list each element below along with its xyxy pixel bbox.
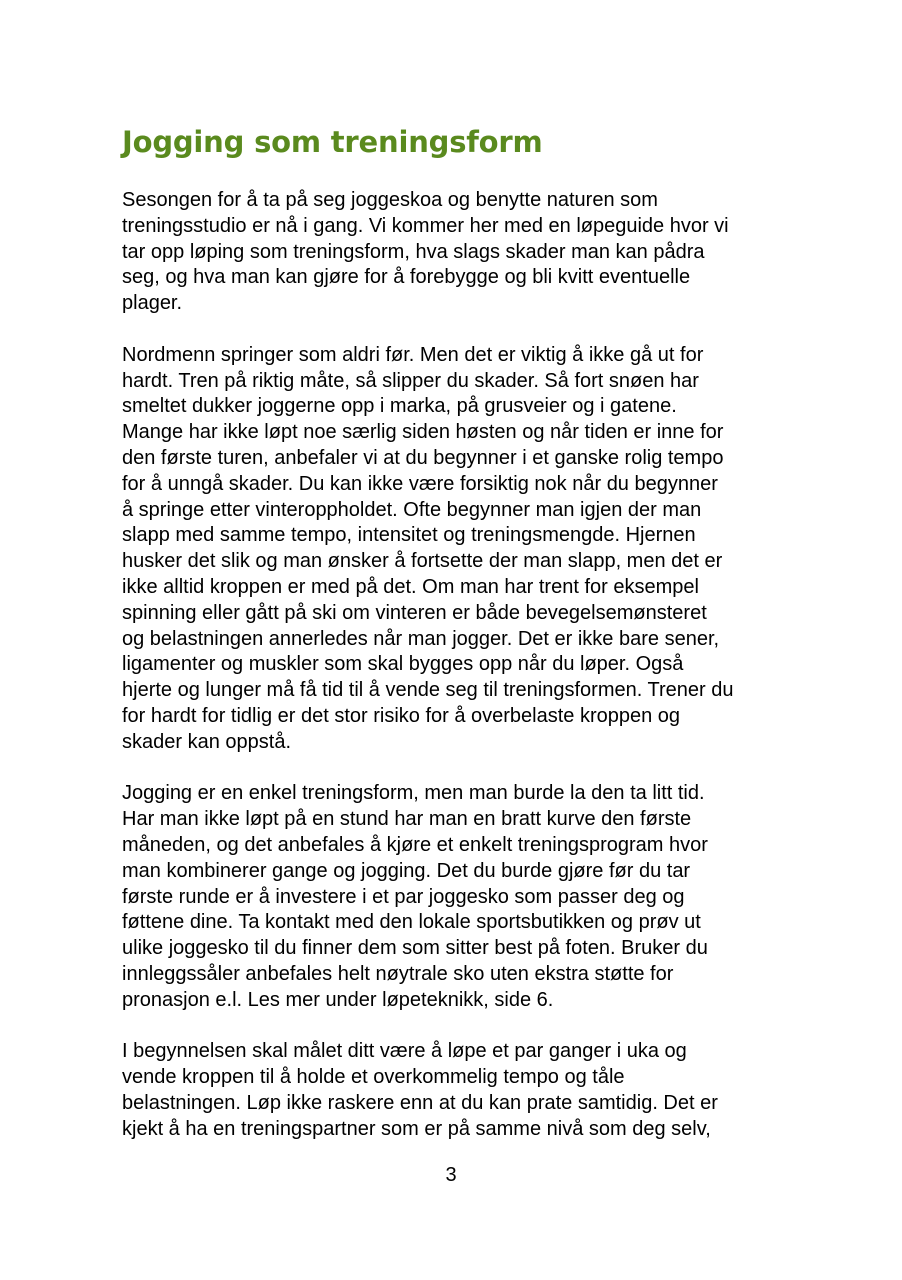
text-line: smeltet dukker joggerne opp i marka, på grusveier og i gatene. (122, 395, 677, 418)
text-line: ulike joggesko til du finner dem som sitter best på foten. Bruker du (122, 937, 708, 960)
text-line: første runde er å investere i et par joggesko som passer deg og (122, 885, 685, 908)
text-line: husker det slik og man ønsker å fortsette der man slapp, men det er (122, 550, 723, 573)
text-line: for å unngå skader. Du kan ikke være forsiktig nok når du begynner (122, 472, 718, 495)
text-line: Jogging er en enkel treningsform, men man burde la den ta litt tid. (122, 782, 705, 805)
text-line: føttene dine. Ta kontakt med den lokale sportsbutikken og prøv ut (122, 911, 701, 934)
text-line: innleggssåler anbefales helt nøytrale sko uten ekstra støtte for (122, 962, 674, 985)
paragraph-1 (122, 188, 787, 317)
text-line: og belastningen annerledes når man jogger. Det er ikke bare sener, (122, 627, 720, 650)
text-line: måneden, og det anbefales å kjøre et enkelt treningsprogram hvor (122, 833, 708, 856)
text-line: ikke alltid kroppen er med på det. Om man har trent for eksempel (122, 575, 699, 598)
text-line: Har man ikke løpt på en stund har man en bratt kurve den første (122, 808, 692, 831)
text-line: for hardt for tidlig er det stor risiko for å overbelaste kroppen og (122, 704, 681, 727)
text-line: plager. (122, 292, 183, 315)
text-line: treningsstudio er nå i gang. Vi kommer her med en løpeguide hvor vi (122, 214, 729, 237)
paragraph-3 (122, 781, 787, 1013)
page-title: Jogging som treningsform (122, 125, 543, 159)
text-line: ligamenter og muskler som skal bygges opp når du løper. Også (122, 653, 684, 676)
page-number: 3 (445, 1164, 457, 1186)
text-line: man kombinerer gange og jogging. Det du burde gjøre før du tar (122, 859, 691, 882)
text-line: Mange har ikke løpt noe særlig siden høsten og når tiden er inne for (122, 421, 724, 444)
text-line: seg, og hva man kan gjøre for å forebygge og bli kvitt eventuelle (122, 266, 691, 289)
text-line: hjerte og lunger må få tid til å vende seg til treningsformen. Trener du (122, 679, 734, 702)
text-line: spinning eller gått på ski om vinteren er både bevegelsemønsteret (122, 601, 707, 624)
text-line: vende kroppen til å holde et overkommelig tempo og tåle (122, 1066, 625, 1089)
text-line: kjekt å ha en treningspartner som er på samme nivå som deg selv, (122, 1117, 711, 1140)
text-line: den første turen, anbefaler vi at du begynner i et ganske rolig tempo (122, 446, 724, 469)
text-line: I begynnelsen skal målet ditt være å løpe et par ganger i uka og (122, 1040, 687, 1063)
text-line: belastningen. Løp ikke raskere enn at du kan prate samtidig. Det er (122, 1091, 718, 1114)
text-line: hardt. Tren på riktig måte, så slipper du skader. Så fort snøen har (122, 369, 699, 392)
paragraph-2 (122, 343, 787, 756)
text-line: å springe etter vinteroppholdet. Ofte begynner man igjen der man (122, 498, 702, 521)
body-text (122, 188, 787, 1168)
text-line: Sesongen for å ta på seg joggeskoa og benytte naturen som (122, 189, 658, 211)
text-line: slapp med samme tempo, intensitet og treningsmengde. Hjernen (122, 524, 696, 547)
text-line: Nordmenn springer som aldri før. Men det er viktig å ikke gå ut for (122, 343, 704, 366)
text-line: pronasjon e.l. Les mer under løpeteknikk, side 6. (122, 988, 554, 1011)
text-line: tar opp løping som treningsform, hva slags skader man kan pådra (122, 240, 705, 263)
paragraph-4 (122, 1039, 787, 1142)
text-line: skader kan oppstå. (122, 730, 291, 753)
